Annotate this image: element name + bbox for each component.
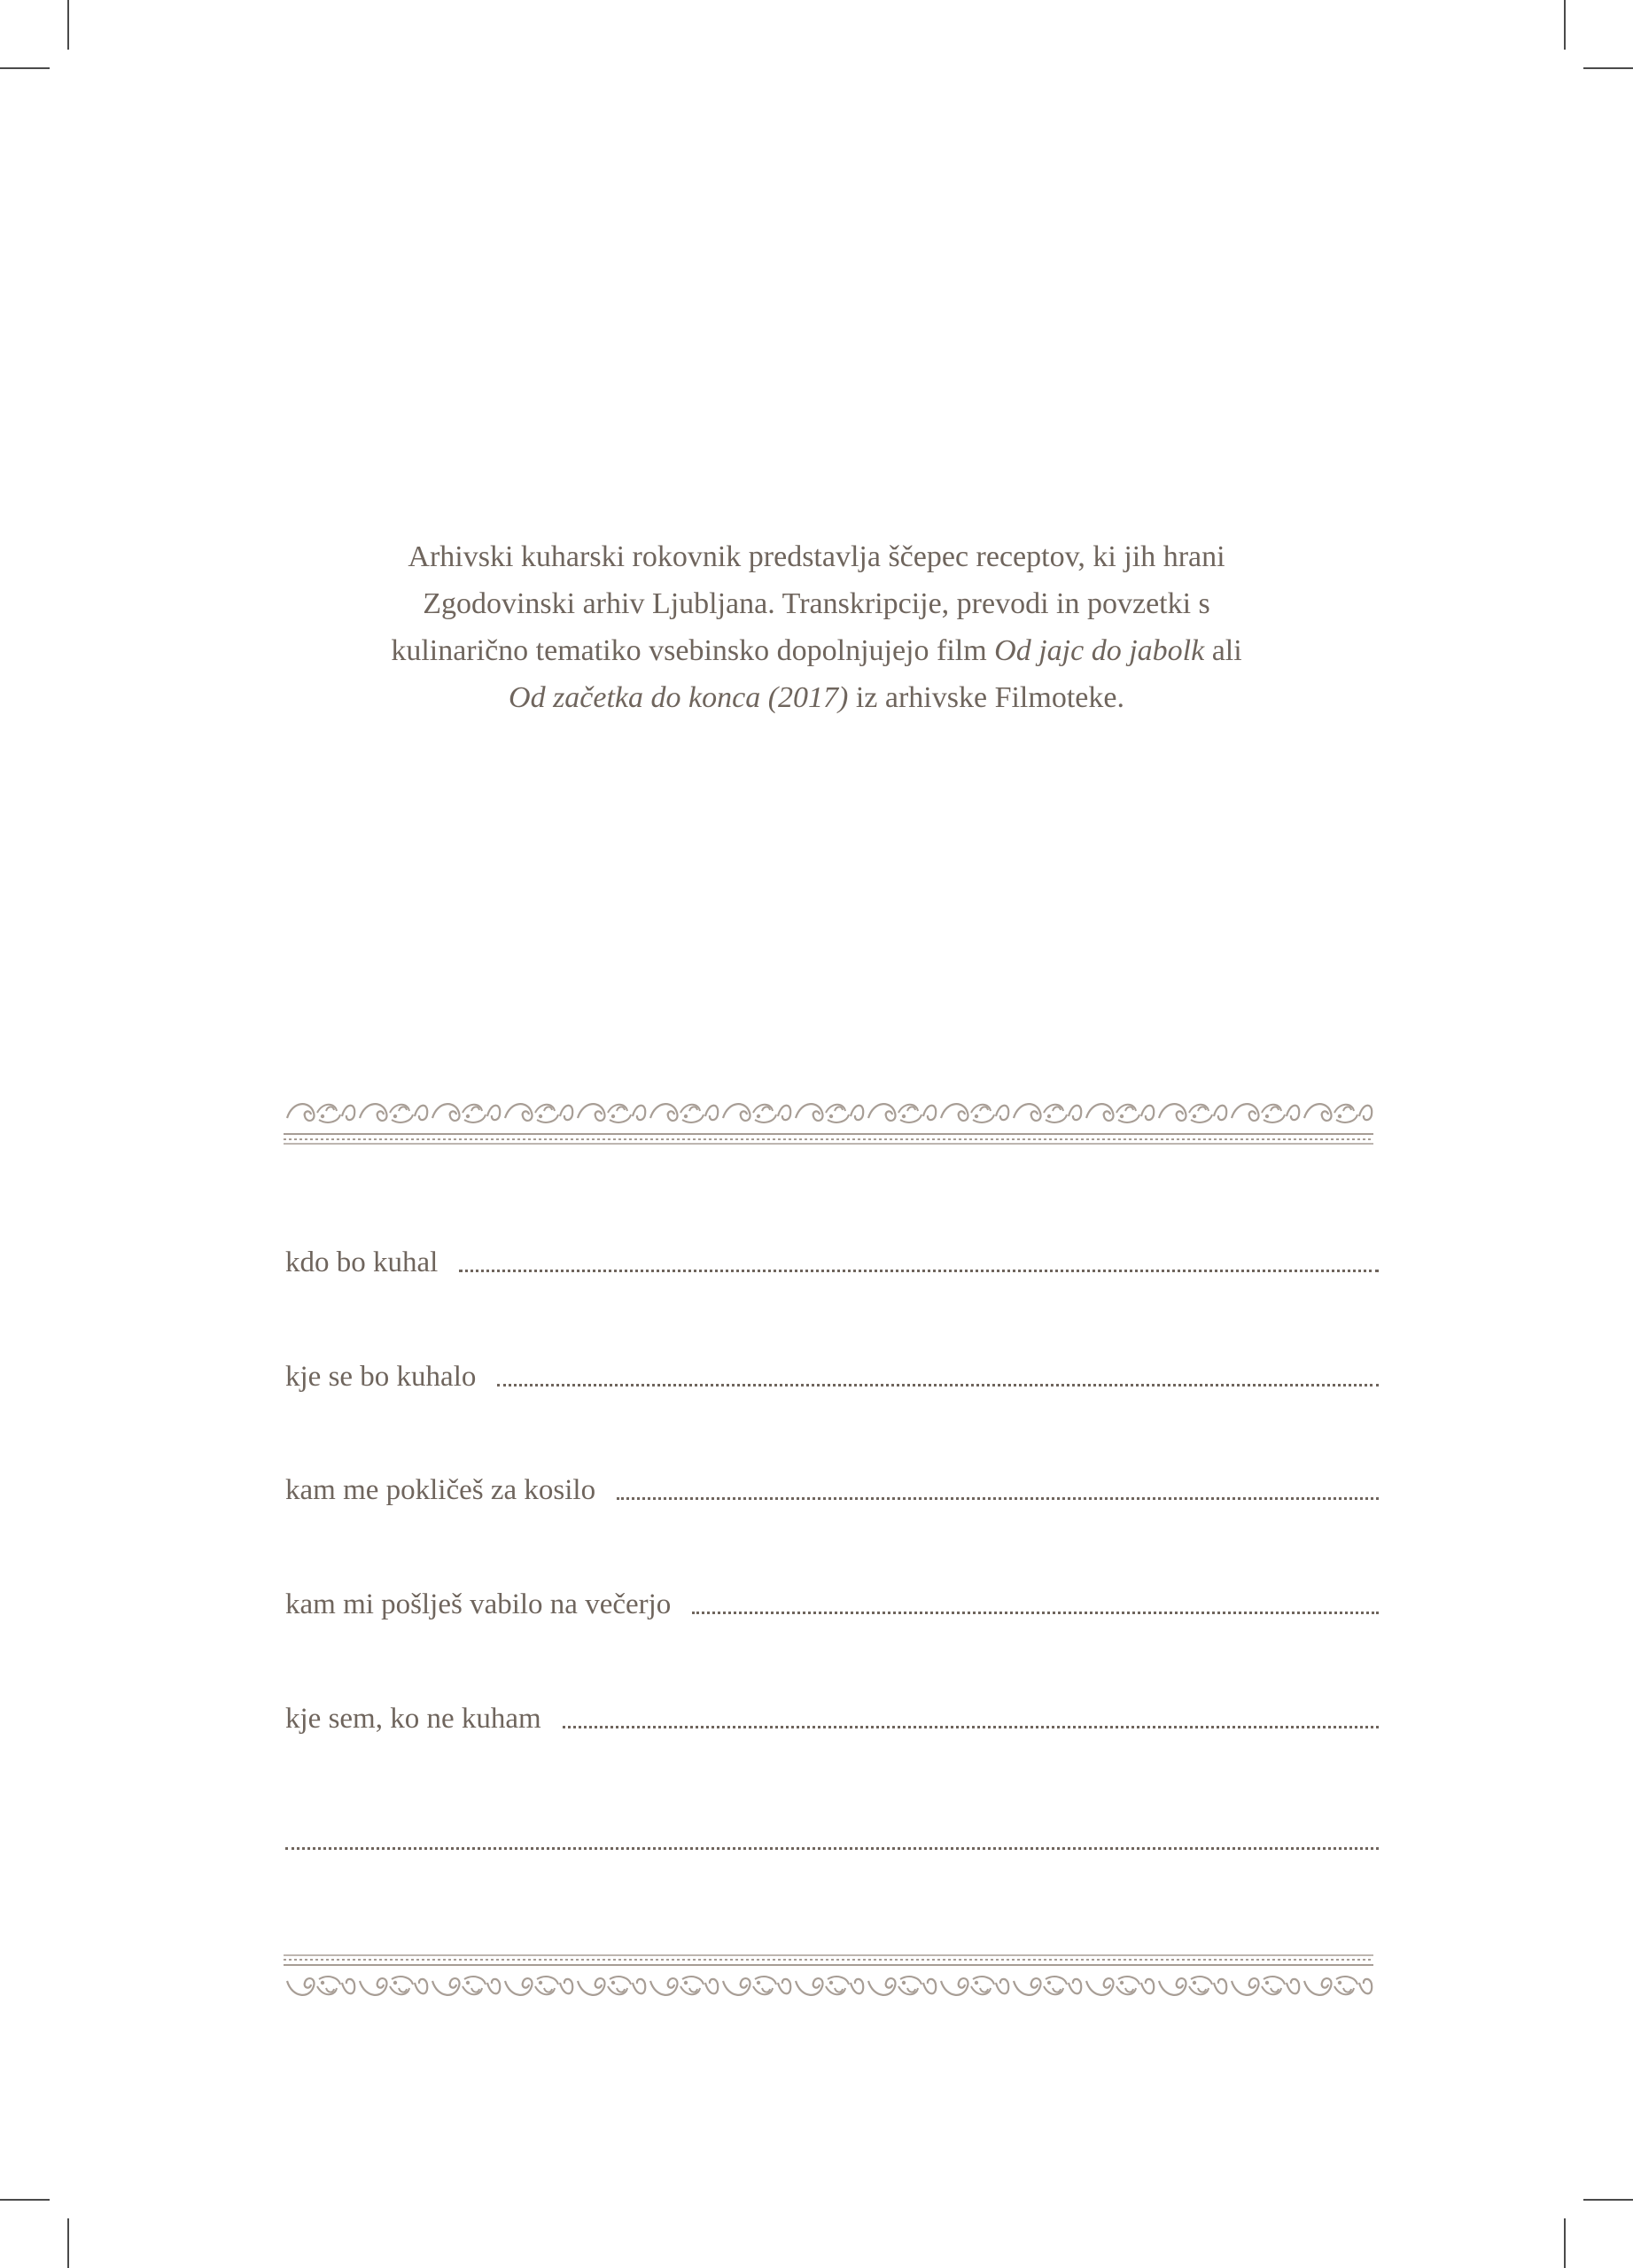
field-kdo-bo-kuhal[interactable] bbox=[285, 1235, 1379, 1279]
intro-line-4-end: iz arhivske Filmoteke. bbox=[848, 681, 1124, 714]
field-label: kdo bo kuhal bbox=[285, 1247, 439, 1278]
dotted-line bbox=[617, 1497, 1379, 1500]
dotted-line bbox=[285, 1847, 1379, 1850]
field-kje-se-bo-kuhalo[interactable] bbox=[285, 1349, 1379, 1394]
dotted-line bbox=[459, 1270, 1379, 1272]
crop-mark-bottom-right-v bbox=[1564, 2218, 1566, 2268]
field-label: kje sem, ko ne kuham bbox=[285, 1703, 541, 1735]
intro-paragraph bbox=[319, 533, 1314, 721]
intro-line-2: Zgodovinski arhiv Ljubljana. Transkripcije, prevodi in povzetki s bbox=[423, 587, 1210, 620]
film-title-2: Od začetka do konca (2017) bbox=[509, 681, 849, 714]
ornament-border-top bbox=[284, 1095, 1373, 1148]
dotted-line bbox=[497, 1384, 1379, 1386]
ornament-border-bottom bbox=[284, 1951, 1373, 2004]
film-title-1: Od jajc do jabolk bbox=[994, 634, 1205, 667]
intro-line-3-start: kulinarično tematiko vsebinsko dopolnjujejo film bbox=[391, 634, 995, 667]
field-label: kam me pokličeš za kosilo bbox=[285, 1474, 596, 1506]
intro-line-3-end: ali bbox=[1204, 634, 1242, 667]
intro-line-1: Arhivski kuharski rokovnik predstavlja ščepec receptov, ki jih hrani bbox=[408, 540, 1225, 573]
crop-mark-top-left-v bbox=[67, 0, 69, 50]
dotted-line bbox=[563, 1726, 1379, 1728]
field-kam-mi-posljes-vabilo[interactable] bbox=[285, 1577, 1379, 1621]
crop-mark-top-right-v bbox=[1564, 0, 1566, 50]
crop-mark-bottom-right-h bbox=[1583, 2199, 1633, 2201]
crop-mark-top-left-h bbox=[0, 67, 50, 69]
field-label: kje se bo kuhalo bbox=[285, 1361, 477, 1393]
field-kje-sem-ko-ne-kuham[interactable] bbox=[285, 1691, 1379, 1736]
crop-mark-bottom-left-h bbox=[0, 2199, 50, 2201]
field-label: kam mi pošlješ vabilo na večerjo bbox=[285, 1588, 672, 1620]
crop-mark-top-right-h bbox=[1583, 67, 1633, 69]
field-kam-me-poklices-za-kosilo[interactable] bbox=[285, 1463, 1379, 1507]
crop-mark-bottom-left-v bbox=[67, 2218, 69, 2268]
dotted-line bbox=[692, 1612, 1379, 1614]
field-blank[interactable] bbox=[285, 1813, 1379, 1857]
